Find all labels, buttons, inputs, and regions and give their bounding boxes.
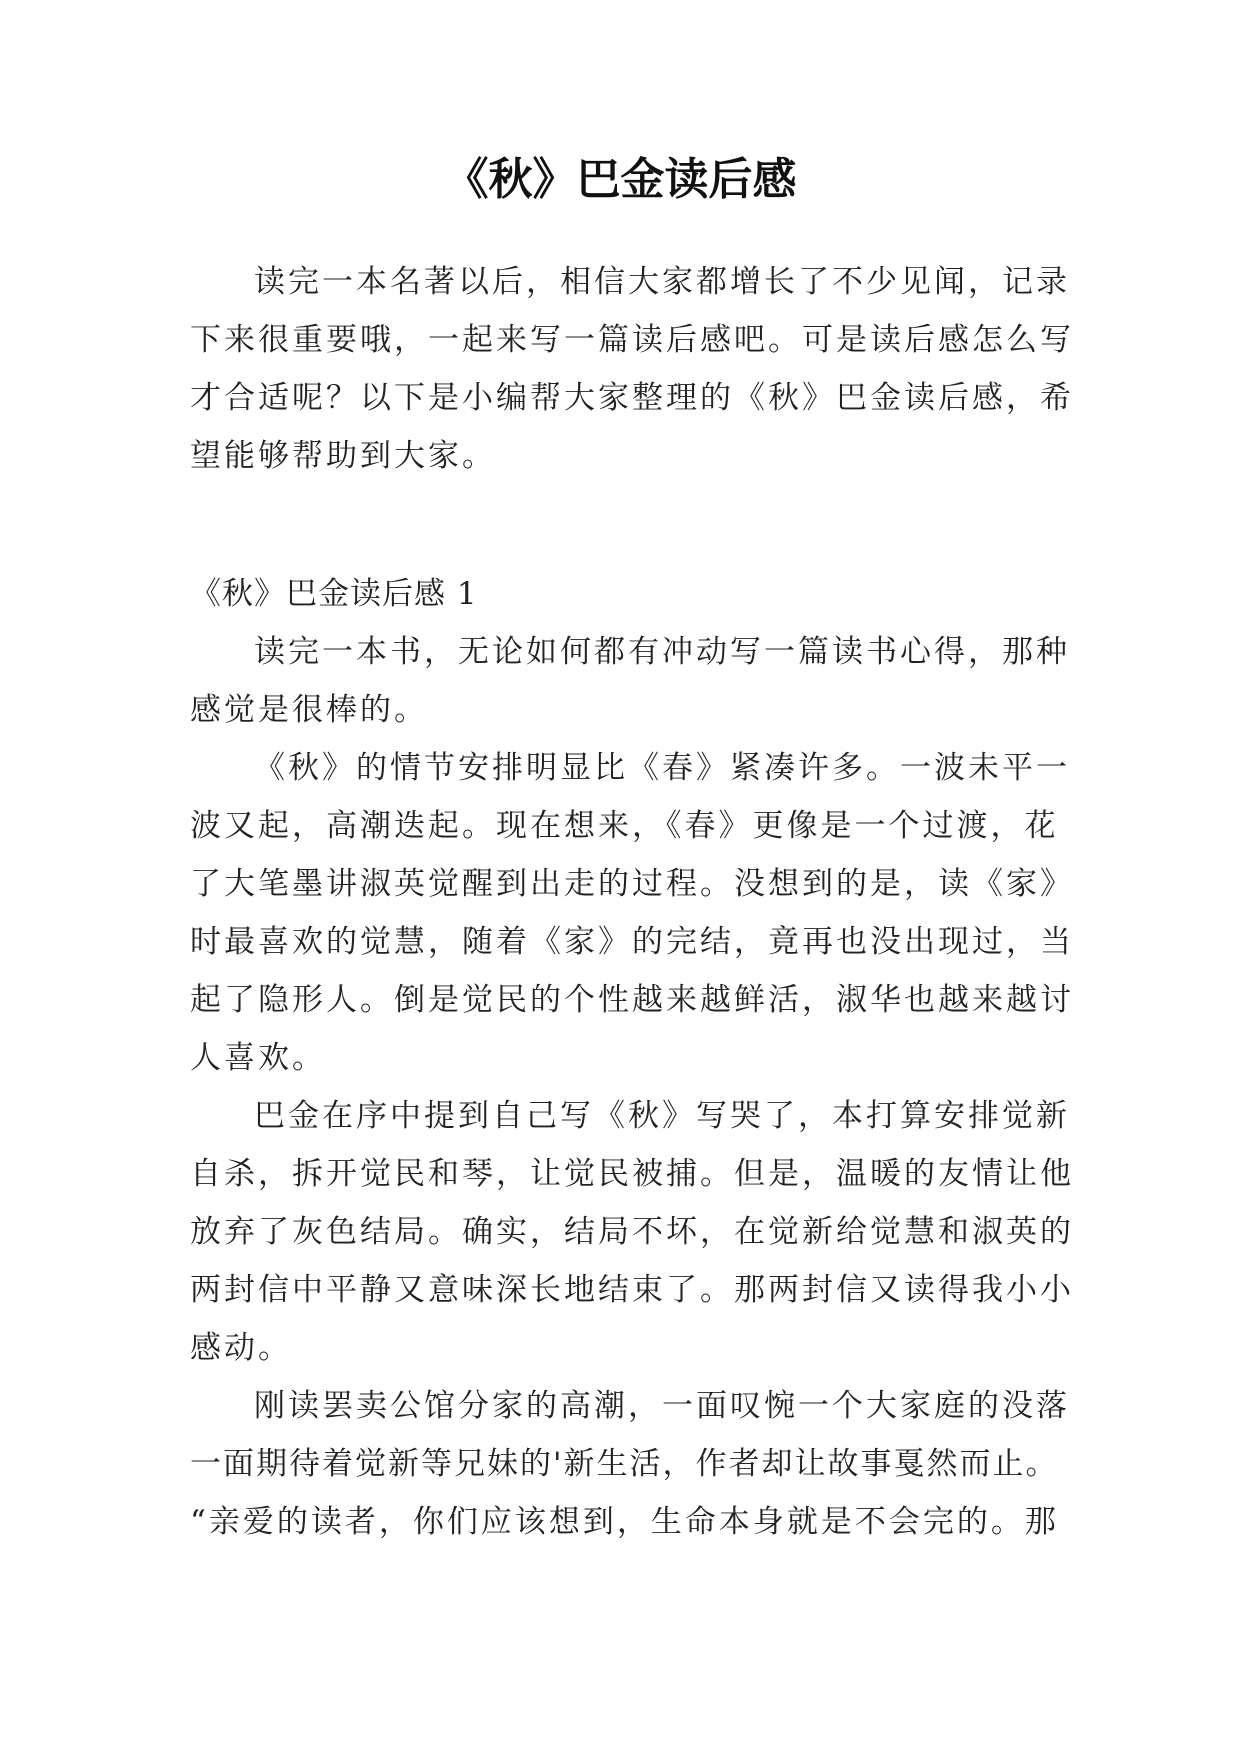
- section-heading: 《秋》巴金读后感 1: [190, 576, 478, 612]
- document-title: 《秋》巴金读后感: [444, 154, 797, 205]
- body-line: 自杀，拆开觉民和琴，让觉民被捕。但是，温暖的友情让他: [190, 1156, 1074, 1192]
- body-line: 读完一本书，无论如何都有冲动写一篇读书心得，那种: [254, 634, 1070, 670]
- body-line: 时最喜欢的觉慧，随着《家》的完结，竟再也没出现过，当: [190, 924, 1074, 960]
- body-line: 刚读罢卖公馆分家的高潮，一面叹惋一个大家庭的没落: [254, 1388, 1070, 1424]
- body-line: 一面期待着觉新等兄妹的'新生活，作者却让故事戛然而止。: [190, 1446, 1059, 1482]
- body-line: 人喜欢。: [190, 1040, 326, 1076]
- body-line: 两封信中平静又意味深长地结束了。那两封信又读得我小小: [190, 1272, 1074, 1308]
- body-line: 感动。: [190, 1330, 292, 1366]
- intro-line-3: 才合适呢？以下是小编帮大家整理的《秋》巴金读后感，希: [190, 380, 1074, 416]
- body-line: 放弃了灰色结局。确实，结局不坏，在觉新给觉慧和淑英的: [190, 1214, 1074, 1250]
- body-line: 巴金在序中提到自己写《秋》写哭了，本打算安排觉新: [254, 1098, 1070, 1134]
- body-line: 了大笔墨讲淑英觉醒到出走的过程。没想到的是，读《家》: [190, 866, 1074, 902]
- intro-line-4: 望能够帮助到大家。: [190, 438, 496, 474]
- intro-line-1: 读完一本名著以后，相信大家都增长了不少见闻，记录: [254, 264, 1070, 300]
- body-line: 波又起，高潮迭起。现在想来，《春》更像是一个过渡，花: [190, 808, 1059, 844]
- body-line: “亲爱的读者，你们应该想到，生命本身就是不会完的。那: [190, 1504, 1059, 1540]
- body-line: 感觉是很棒的。: [190, 692, 428, 728]
- intro-line-2: 下来很重要哦，一起来写一篇读后感吧。可是读后感怎么写: [190, 322, 1074, 358]
- body-line: 起了隐形人。倒是觉民的个性越来越鲜活，淑华也越来越讨: [190, 982, 1074, 1018]
- body-line: 《秋》的情节安排明显比《春》紧凑许多。一波未平一: [254, 750, 1070, 786]
